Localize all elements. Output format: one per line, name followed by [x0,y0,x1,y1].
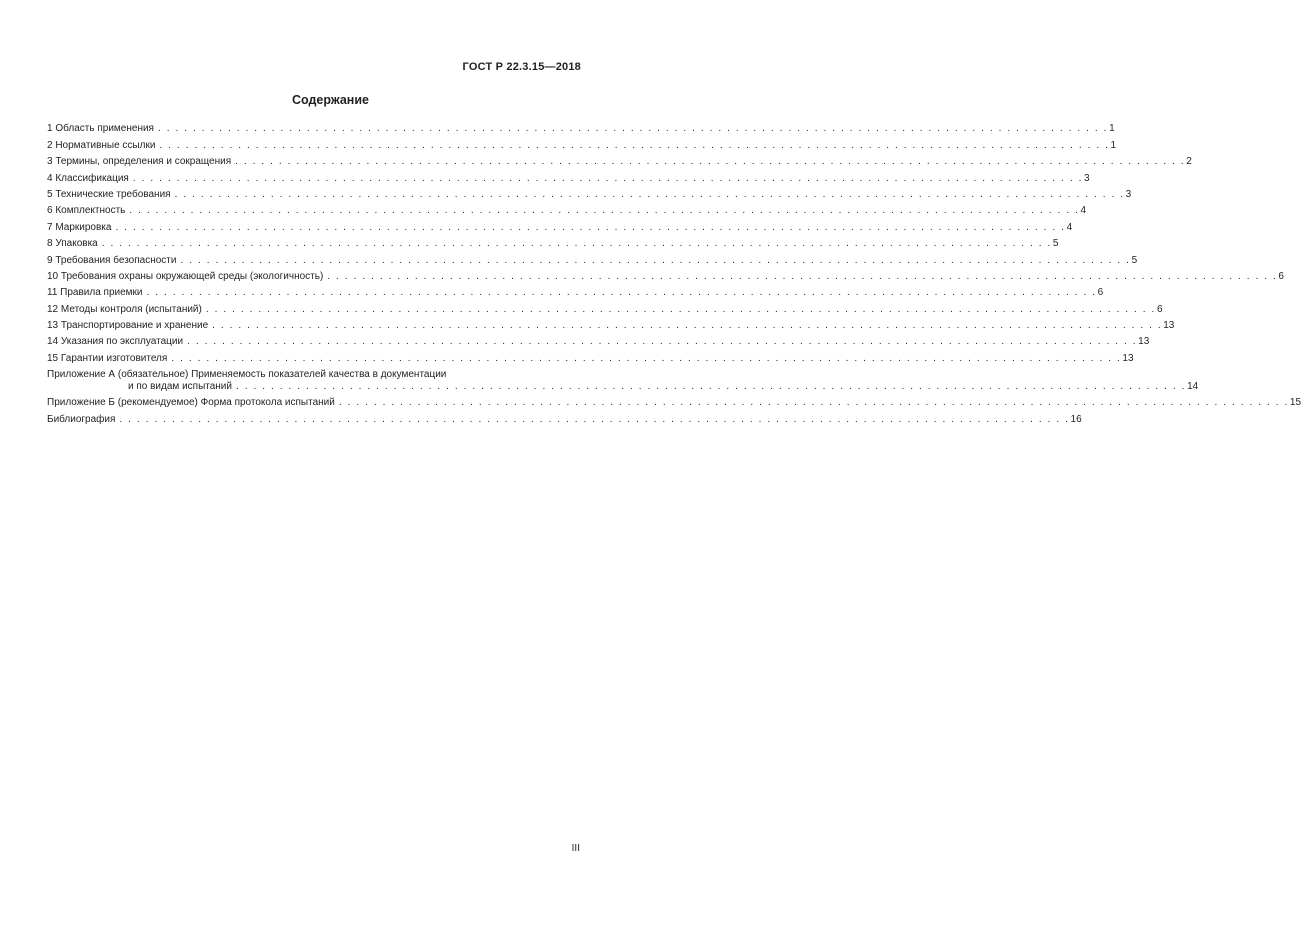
toc-entry-label: Приложение А (обязательное) Применяемость показателей качества в документации [47,368,447,380]
toc-entry[interactable] [47,217,1073,233]
toc-entry-page: 13 [1163,320,1175,332]
toc-entry-page: 13 [1138,336,1150,348]
toc-entry[interactable] [47,283,1104,299]
dot-leader: . . . . . . . . . . . . . . . . . . . . . . . . . . . . . . . . . . . . . . . . . . . . . . . . . . . . . . . . . . . . . . . . . . . . . . . . . . . . . . . . . . . . . . . . . . . . . . . . . . . . . . . . . . . . . [235,156,1186,168]
toc-entry-page: 6 [1156,303,1163,315]
toc-entry-label: Приложение Б (рекомендуемое) Форма протокола испытаний [47,397,335,409]
toc-entry[interactable] [47,185,1132,201]
toc-entry[interactable] [47,201,1087,217]
toc-entry-label: 1 Область применения [47,123,154,135]
toc-entry-page: 6 [1278,270,1284,282]
dot-leader: . . . . . . . . . . . . . . . . . . . . . . . . . . . . . . . . . . . . . . . . . . . . . . . . . . . . . . . . . . . . . . . . . . . . . . . . . . . . . . . . . . . . . . . . . . . . . . . . . . . . . . . . . . . . . [146,287,1097,299]
toc-entry-page: 3 [1083,172,1090,184]
toc-entry-label-continued: и по видам испытаний [128,380,232,392]
toc-entry[interactable] [47,267,1284,283]
dot-leader: . . . . . . . . . . . . . . . . . . . . . . . . . . . . . . . . . . . . . . . . . . . . . . . . . . . . . . . . . . . . . . . . . . . . . . . . . . . . . . . . . . . . . . . . . . . . . . . . . . . . . . . . . . . . . [119,413,1070,425]
toc-entry-label: 7 Маркировка [47,221,112,233]
toc-entry-label: 4 Классификация [47,172,129,184]
dot-leader: . . . . . . . . . . . . . . . . . . . . . . . . . . . . . . . . . . . . . . . . . . . . . . . . . . . . . . . . . . . . . . . . . . . . . . . . . . . . . . . . . . . . . . . . . . . . . . . . . . . . . . . . . . . . . [159,139,1110,151]
toc-entry[interactable] [47,299,1163,315]
dot-leader: . . . . . . . . . . . . . . . . . . . . . . . . . . . . . . . . . . . . . . . . . . . . . . . . . . . . . . . . . . . . . . . . . . . . . . . . . . . . . . . . . . . . . . . . . . . . . . . . . . . . . . . . . . . . . [187,336,1138,348]
dot-leader: . . . . . . . . . . . . . . . . . . . . . . . . . . . . . . . . . . . . . . . . . . . . . . . . . . . . . . . . . . . . . . . . . . . . . . . . . . . . . . . . . . . . . . . . . . . . . . . . . . . . . . . . . . . . . [171,352,1122,364]
toc-entry-label: 9 Требования безопасности [47,254,177,266]
toc-entry-page: 13 [1122,352,1134,364]
toc-entry-label: 12 Методы контроля (испытаний) [47,303,202,315]
toc-entry-page: 5 [1052,238,1059,250]
toc-entry-page: 16 [1070,413,1082,425]
dot-leader: . . . . . . . . . . . . . . . . . . . . . . . . . . . . . . . . . . . . . . . . . . . . . . . . . . . . . . . . . . . . . . . . . . . . . . . . . . . . . . . . . . . . . . . . . . . . . . . . . . . . . . . . . . . . . [180,254,1131,266]
toc-entry-page: 15 [1289,397,1301,409]
dot-leader: . . . . . . . . . . . . . . . . . . . . . . . . . . . . . . . . . . . . . . . . . . . . . . . . . . . . . . . . . . . . . . . . . . . . . . . . . . . . . . . . . . . . . . . . . . . . . . . . . . . . . . . . . . . . . [174,188,1125,200]
toc-entry-page: 4 [1080,205,1087,217]
toc-entry[interactable] [47,393,1301,409]
toc-entry-label: 2 Нормативные ссылки [47,139,156,151]
toc-entry-label: 8 Упаковка [47,238,98,250]
toc-entry-label: 3 Термины, определения и сокращения [47,156,232,168]
toc-entry-label: 14 Указания по эксплуатации [47,336,184,348]
toc-entry-label: 5 Технические требования [47,188,171,200]
toc-entry-page: 3 [1125,188,1132,200]
toc-entry-page: 1 [1109,123,1115,135]
toc-entry-page: 1 [1110,139,1117,151]
dot-leader: . . . . . . . . . . . . . . . . . . . . . . . . . . . . . . . . . . . . . . . . . . . . . . . . . . . . . . . . . . . . . . . . . . . . . . . . . . . . . . . . . . . . . . . . . . . . . . . . . . . . . . . . . . . . . [115,221,1066,233]
dot-leader: . . . . . . . . . . . . . . . . . . . . . . . . . . . . . . . . . . . . . . . . . . . . . . . . . . . . . . . . . . . . . . . . . . . . . . . . . . . . . . . . . . . . . . . . . . . . . . . . . . . . . . . . . . . . . [205,303,1156,315]
dot-leader: . . . . . . . . . . . . . . . . . . . . . . . . . . . . . . . . . . . . . . . . . . . . . . . . . . . . . . . . . . . . . . . . . . . . . . . . . . . . . . . . . . . . . . . . . . . . . . . . . . . . . . . . . . . . . [235,380,1187,392]
toc-entry-label: 6 Комплектность [47,205,126,217]
dot-leader: . . . . . . . . . . . . . . . . . . . . . . . . . . . . . . . . . . . . . . . . . . . . . . . . . . . . . . . . . . . . . . . . . . . . . . . . . . . . . . . . . . . . . . . . . . . . . . . . . . . . . . . . . . . . . [157,123,1109,135]
toc-entry[interactable] [47,234,1059,250]
toc-entry-label: Библиография [47,413,116,425]
dot-leader: . . . . . . . . . . . . . . . . . . . . . . . . . . . . . . . . . . . . . . . . . . . . . . . . . . . . . . . . . . . . . . . . . . . . . . . . . . . . . . . . . . . . . . . . . . . . . . . . . . . . . . . . . . . . . [338,397,1289,409]
toc-entry-page: 4 [1066,221,1073,233]
toc-entry[interactable] [47,119,1115,135]
toc-entry[interactable] [47,250,1138,266]
toc-entry-page: 5 [1131,254,1138,266]
toc-entry-label: 13 Транспортирование и хранение [47,320,209,332]
page-number: III [571,843,580,854]
toc-entry[interactable] [47,152,1192,168]
toc-entry[interactable] [47,332,1150,348]
toc-entry[interactable] [47,348,1134,364]
table-of-contents [47,119,1301,426]
toc-entry[interactable] [47,409,1082,425]
dot-leader: . . . . . . . . . . . . . . . . . . . . . . . . . . . . . . . . . . . . . . . . . . . . . . . . . . . . . . . . . . . . . . . . . . . . . . . . . . . . . . . . . . . . . . . . . . . . . . . . . . . . . . . . . . . . . [212,320,1163,332]
toc-entry-label: 11 Правила приемки [47,287,143,299]
toc-entry[interactable] [47,168,1090,184]
document-code: ГОСТ Р 22.3.15—2018 [462,61,581,73]
toc-entry[interactable] [47,316,1175,332]
dot-leader: . . . . . . . . . . . . . . . . . . . . . . . . . . . . . . . . . . . . . . . . . . . . . . . . . . . . . . . . . . . . . . . . . . . . . . . . . . . . . . . . . . . . . . . . . . . . . . . . . . . . . . . . . . . . . [129,205,1080,217]
dot-leader: . . . . . . . . . . . . . . . . . . . . . . . . . . . . . . . . . . . . . . . . . . . . . . . . . . . . . . . . . . . . . . . . . . . . . . . . . . . . . . . . . . . . . . . . . . . . . . . . . . . . . . . . . . . . . [101,238,1052,250]
toc-entry-label: 15 Гарантии изготовителя [47,352,168,364]
toc-entry-page: 14 [1187,380,1199,392]
toc-entry[interactable] [47,365,1199,393]
toc-entry[interactable] [47,135,1117,151]
toc-entry-label: 10 Требования охраны окружающей среды (экологичность) [47,270,324,282]
dot-leader: . . . . . . . . . . . . . . . . . . . . . . . . . . . . . . . . . . . . . . . . . . . . . . . . . . . . . . . . . . . . . . . . . . . . . . . . . . . . . . . . . . . . . . . . . . . . . . . . . . . . . . . . . . . . . [132,172,1083,184]
toc-entry-page: 6 [1097,287,1104,299]
page-title: Содержание [291,93,369,107]
toc-entry-page: 2 [1186,156,1192,168]
toc-entry-continuation [47,380,1199,393]
dot-leader: . . . . . . . . . . . . . . . . . . . . . . . . . . . . . . . . . . . . . . . . . . . . . . . . . . . . . . . . . . . . . . . . . . . . . . . . . . . . . . . . . . . . . . . . . . . . . . . . . . . . . . . . . . . . . [327,270,1278,282]
